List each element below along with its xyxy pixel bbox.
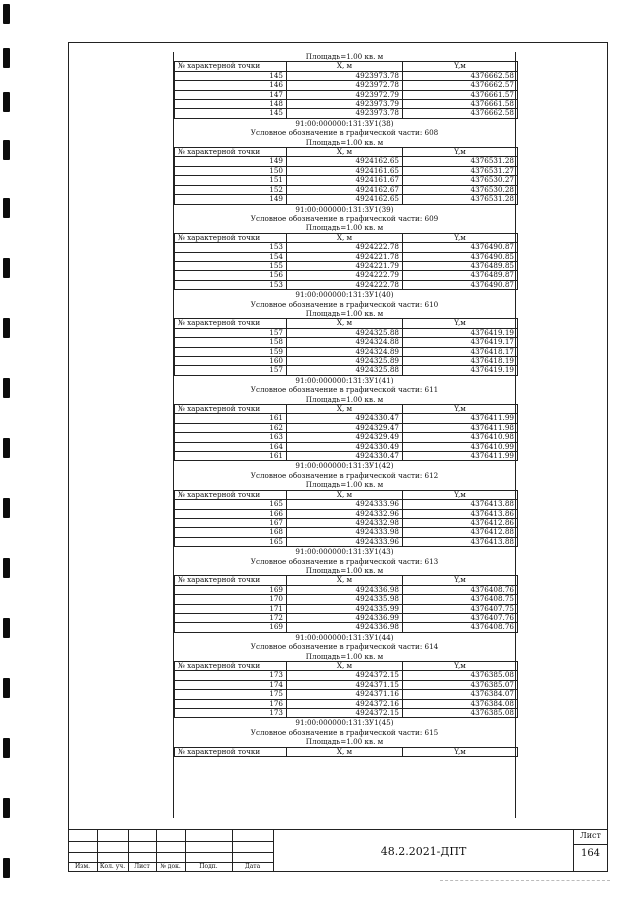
- point-number: 161: [175, 452, 287, 461]
- cadastral-number: 91:00:000000:131:ЗУ1(40): [295, 290, 394, 300]
- header-y: Y,м: [403, 233, 518, 242]
- designation-caption: Условное обозначение в графической части: 610: [250, 299, 439, 309]
- y-coordinate: 4376413.88: [403, 537, 518, 546]
- y-coordinate: 4376531.28: [403, 157, 518, 166]
- y-coordinate: 4376489.85: [403, 261, 518, 270]
- title-block: [68, 829, 608, 872]
- header-x: X, м: [287, 148, 403, 157]
- y-coordinate: 4376410.99: [403, 442, 518, 451]
- coordinates-table: [174, 490, 518, 547]
- binding-mark: [3, 738, 10, 758]
- x-coordinate: 4924162.67: [287, 185, 403, 194]
- header-point: № характерной точки: [175, 490, 287, 499]
- header-x: X, м: [287, 662, 403, 671]
- designation-caption: Условное обозначение в графической части: 611: [250, 385, 439, 395]
- table-header-row: [175, 233, 518, 242]
- x-coordinate: 4924371.16: [287, 690, 403, 699]
- x-coordinate: 4924329.47: [287, 423, 403, 432]
- header-point: № характерной точки: [175, 233, 287, 242]
- cadastral-number: 91:00:000000:131:ЗУ1(44): [295, 632, 394, 642]
- header-y: Y,м: [403, 576, 518, 585]
- header-x: X, м: [287, 490, 403, 499]
- land-plot-block: [174, 633, 515, 719]
- coordinates-table: [174, 661, 518, 718]
- y-coordinate: 4376412.88: [403, 528, 518, 537]
- area-caption: Площадь=1.00 кв. м: [305, 480, 384, 490]
- binding-mark: [3, 258, 10, 278]
- coordinates-list: [173, 52, 516, 818]
- point-number: 149: [175, 195, 287, 204]
- y-coordinate: 4376490.87: [403, 243, 518, 252]
- coordinates-table: [174, 747, 518, 757]
- y-coordinate: 4376413.86: [403, 509, 518, 518]
- x-coordinate: 4924325.88: [287, 328, 403, 337]
- area-caption: Площадь=1.00 кв. м: [305, 308, 384, 318]
- table-header-row: [175, 662, 518, 671]
- binding-mark: [3, 558, 10, 578]
- y-coordinate: 4376407.75: [403, 604, 518, 613]
- header-x: X, м: [287, 62, 403, 71]
- point-number: 145: [175, 109, 287, 118]
- point-number: 154: [175, 252, 287, 261]
- cadastral-number: 91:00:000000:131:ЗУ1(38): [295, 118, 394, 128]
- point-number: 157: [175, 328, 287, 337]
- x-coordinate: 4924333.96: [287, 500, 403, 509]
- land-plot-block: [174, 461, 515, 547]
- y-coordinate: 4376662.58: [403, 71, 518, 80]
- table-row: [175, 537, 518, 546]
- table-header-row: [175, 490, 518, 499]
- y-coordinate: 4376407.76: [403, 613, 518, 622]
- point-number: 158: [175, 338, 287, 347]
- y-coordinate: 4376408.76: [403, 585, 518, 594]
- cadastral-number: 91:00:000000:131:ЗУ1(39): [295, 204, 394, 214]
- cadastral-number: 91:00:000000:131:ЗУ1(43): [295, 547, 394, 557]
- table-row: [175, 261, 518, 270]
- table-row: [175, 709, 518, 718]
- x-coordinate: 4924161.65: [287, 166, 403, 175]
- cadastral-number: 91:00:000000:131:ЗУ1(45): [295, 718, 394, 728]
- binding-mark: [3, 378, 10, 398]
- designation-caption: Условное обозначение в графической части: 614: [250, 642, 439, 652]
- stamp-label-signature: Подп.: [199, 863, 218, 870]
- table-row: [175, 509, 518, 518]
- x-coordinate: 4924330.49: [287, 442, 403, 451]
- table-row: [175, 433, 518, 442]
- binding-mark: [3, 140, 10, 160]
- table-row: [175, 90, 518, 99]
- x-coordinate: 4924330.47: [287, 452, 403, 461]
- header-point: № характерной точки: [175, 62, 287, 71]
- y-coordinate: 4376419.19: [403, 328, 518, 337]
- area-caption: Площадь=1.00 кв. м: [305, 394, 384, 404]
- table-row: [175, 347, 518, 356]
- table-row: [175, 604, 518, 613]
- table-row: [175, 452, 518, 461]
- binding-mark: [3, 198, 10, 218]
- stamp-label-date: Дата: [244, 863, 261, 870]
- header-point: № характерной точки: [175, 405, 287, 414]
- y-coordinate: 4376418.17: [403, 347, 518, 356]
- x-coordinate: 4924336.98: [287, 585, 403, 594]
- table-row: [175, 81, 518, 90]
- stamp-label-change: Изм.: [74, 863, 91, 870]
- point-number: 159: [175, 347, 287, 356]
- point-number: 156: [175, 271, 287, 280]
- y-coordinate: 4376530.28: [403, 185, 518, 194]
- binding-mark: [3, 48, 10, 68]
- table-row: [175, 366, 518, 375]
- y-coordinate: 4376419.19: [403, 366, 518, 375]
- table-row: [175, 185, 518, 194]
- table-row: [175, 613, 518, 622]
- y-coordinate: 4376384.08: [403, 699, 518, 708]
- area-caption: Площадь=1.00 кв. м: [305, 223, 384, 233]
- coordinates-table: [174, 575, 518, 632]
- table-row: [175, 518, 518, 527]
- document-code: 48.2.2021-ДПТ: [273, 830, 574, 872]
- x-coordinate: 4924221.79: [287, 261, 403, 270]
- land-plot-block: [174, 376, 515, 462]
- table-row: [175, 528, 518, 537]
- x-coordinate: 4924372.15: [287, 671, 403, 680]
- point-number: 149: [175, 157, 287, 166]
- table-row: [175, 176, 518, 185]
- y-coordinate: 4376385.08: [403, 671, 518, 680]
- x-coordinate: 4924332.98: [287, 518, 403, 527]
- table-row: [175, 280, 518, 289]
- header-x: X, м: [287, 319, 403, 328]
- y-coordinate: 4376490.87: [403, 280, 518, 289]
- table-row: [175, 328, 518, 337]
- point-number: 145: [175, 71, 287, 80]
- x-coordinate: 4924162.65: [287, 157, 403, 166]
- y-coordinate: 4376385.08: [403, 709, 518, 718]
- header-x: X, м: [287, 747, 403, 756]
- table-header-row: [175, 405, 518, 414]
- y-coordinate: 4376408.76: [403, 623, 518, 632]
- x-coordinate: 4924333.98: [287, 528, 403, 537]
- binding-mark: [3, 4, 10, 24]
- point-number: 160: [175, 357, 287, 366]
- x-coordinate: 4924332.96: [287, 509, 403, 518]
- area-caption: Площадь=1.00 кв. м: [305, 52, 384, 61]
- stamp-label-count: Кол. уч.: [99, 863, 126, 870]
- y-coordinate: 4376384.07: [403, 690, 518, 699]
- table-row: [175, 680, 518, 689]
- point-number: 176: [175, 699, 287, 708]
- point-number: 147: [175, 90, 287, 99]
- binding-mark: [3, 438, 10, 458]
- coordinates-table: [174, 318, 518, 375]
- x-coordinate: 4924336.98: [287, 623, 403, 632]
- table-row: [175, 109, 518, 118]
- x-coordinate: 4924372.15: [287, 709, 403, 718]
- x-coordinate: 4923973.78: [287, 109, 403, 118]
- point-number: 163: [175, 433, 287, 442]
- table-header-row: [175, 576, 518, 585]
- binding-mark: [3, 498, 10, 518]
- land-plot-block: [174, 547, 515, 633]
- area-caption: Площадь=1.00 кв. м: [305, 651, 384, 661]
- binding-mark: [3, 858, 10, 878]
- y-coordinate: 4376385.07: [403, 680, 518, 689]
- y-coordinate: 4376419.17: [403, 338, 518, 347]
- point-number: 165: [175, 500, 287, 509]
- binding-mark: [3, 318, 10, 338]
- stamp-label-doc-number: № док.: [160, 863, 181, 870]
- header-y: Y,м: [403, 490, 518, 499]
- stamp-label-sheet: Лист: [134, 863, 150, 870]
- designation-caption: Условное обозначение в графической части: 609: [250, 213, 439, 223]
- y-coordinate: 4376661.57: [403, 90, 518, 99]
- y-coordinate: 4376411.99: [403, 452, 518, 461]
- x-coordinate: 4923972.79: [287, 90, 403, 99]
- area-caption: Площадь=1.00 кв. м: [305, 137, 384, 147]
- y-coordinate: 4376661.58: [403, 100, 518, 109]
- x-coordinate: 4923972.78: [287, 81, 403, 90]
- binding-mark: [3, 678, 10, 698]
- point-number: 161: [175, 414, 287, 423]
- header-point: № характерной точки: [175, 576, 287, 585]
- x-coordinate: 4924333.96: [287, 537, 403, 546]
- y-coordinate: 4376408.75: [403, 595, 518, 604]
- point-number: 148: [175, 100, 287, 109]
- sheet-label: Лист: [580, 831, 601, 840]
- header-y: Y,м: [403, 662, 518, 671]
- point-number: 172: [175, 613, 287, 622]
- point-number: 153: [175, 243, 287, 252]
- header-y: Y,м: [403, 747, 518, 756]
- y-coordinate: 4376531.27: [403, 166, 518, 175]
- header-x: X, м: [287, 576, 403, 585]
- sheet-box: [574, 830, 607, 872]
- table-row: [175, 100, 518, 109]
- table-row: [175, 338, 518, 347]
- y-coordinate: 4376531.28: [403, 195, 518, 204]
- point-number: 165: [175, 537, 287, 546]
- land-plot-block: [174, 61, 515, 118]
- y-coordinate: 4376662.58: [403, 109, 518, 118]
- table-header-row: [175, 62, 518, 71]
- area-caption: Площадь=1.00 кв. м: [305, 565, 384, 575]
- table-row: [175, 500, 518, 509]
- x-coordinate: 4924222.78: [287, 280, 403, 289]
- x-coordinate: 4924336.99: [287, 613, 403, 622]
- y-coordinate: 4376418.19: [403, 357, 518, 366]
- y-coordinate: 4376413.88: [403, 500, 518, 509]
- point-number: 150: [175, 166, 287, 175]
- point-number: 173: [175, 671, 287, 680]
- x-coordinate: 4924330.47: [287, 414, 403, 423]
- x-coordinate: 4924329.49: [287, 433, 403, 442]
- table-row: [175, 243, 518, 252]
- point-number: 164: [175, 442, 287, 451]
- point-number: 171: [175, 604, 287, 613]
- point-number: 155: [175, 261, 287, 270]
- coordinates-table: [174, 233, 518, 290]
- point-number: 153: [175, 280, 287, 289]
- point-number: 157: [175, 366, 287, 375]
- table-row: [175, 585, 518, 594]
- y-coordinate: 4376411.98: [403, 423, 518, 432]
- designation-caption: Условное обозначение в графической части: 615: [250, 727, 439, 737]
- table-row: [175, 157, 518, 166]
- land-plot-block: [174, 718, 515, 757]
- x-coordinate: 4924335.99: [287, 604, 403, 613]
- y-coordinate: 4376412.86: [403, 518, 518, 527]
- point-number: 174: [175, 680, 287, 689]
- x-coordinate: 4924222.78: [287, 243, 403, 252]
- point-number: 169: [175, 585, 287, 594]
- header-x: X, м: [287, 405, 403, 414]
- table-row: [175, 252, 518, 261]
- point-number: 146: [175, 81, 287, 90]
- designation-caption: Условное обозначение в графической части: 613: [250, 556, 439, 566]
- cadastral-number: 91:00:000000:131:ЗУ1(41): [295, 375, 394, 385]
- sheet-number: 164: [580, 848, 601, 859]
- x-coordinate: 4924162.65: [287, 195, 403, 204]
- table-header-row: [175, 148, 518, 157]
- x-coordinate: 4924335.98: [287, 595, 403, 604]
- x-coordinate: 4924371.15: [287, 680, 403, 689]
- point-number: 152: [175, 185, 287, 194]
- header-point: № характерной точки: [175, 747, 287, 756]
- x-coordinate: 4923973.79: [287, 100, 403, 109]
- designation-caption: Условное обозначение в графической части: 612: [250, 470, 439, 480]
- table-row: [175, 690, 518, 699]
- header-y: Y,м: [403, 405, 518, 414]
- table-row: [175, 423, 518, 432]
- table-row: [175, 699, 518, 708]
- scan-artifact: [440, 880, 610, 883]
- point-number: 151: [175, 176, 287, 185]
- table-row: [175, 671, 518, 680]
- x-coordinate: 4924324.88: [287, 338, 403, 347]
- table-row: [175, 414, 518, 423]
- point-number: 170: [175, 595, 287, 604]
- y-coordinate: 4376410.98: [403, 433, 518, 442]
- header-point: № характерной точки: [175, 662, 287, 671]
- land-plot-block: [174, 290, 515, 376]
- header-point: № характерной точки: [175, 148, 287, 157]
- header-y: Y,м: [403, 319, 518, 328]
- area-caption: Площадь=1.00 кв. м: [305, 737, 384, 747]
- x-coordinate: 4924325.88: [287, 366, 403, 375]
- x-coordinate: 4924372.16: [287, 699, 403, 708]
- coordinates-table: [174, 404, 518, 461]
- revision-grid: [68, 830, 273, 872]
- table-row: [175, 71, 518, 80]
- point-number: 173: [175, 709, 287, 718]
- point-number: 162: [175, 423, 287, 432]
- cadastral-number: 91:00:000000:131:ЗУ1(42): [295, 461, 394, 471]
- point-number: 168: [175, 528, 287, 537]
- x-coordinate: 4924221.78: [287, 252, 403, 261]
- coordinates-table: [174, 61, 518, 118]
- table-row: [175, 623, 518, 632]
- x-coordinate: 4924324.89: [287, 347, 403, 356]
- point-number: 169: [175, 623, 287, 632]
- y-coordinate: 4376530.27: [403, 176, 518, 185]
- x-coordinate: 4924222.79: [287, 271, 403, 280]
- binding-mark: [3, 618, 10, 638]
- y-coordinate: 4376490.85: [403, 252, 518, 261]
- table-header-row: [175, 319, 518, 328]
- table-row: [175, 271, 518, 280]
- table-row: [175, 195, 518, 204]
- x-coordinate: 4924325.89: [287, 357, 403, 366]
- header-y: Y,м: [403, 148, 518, 157]
- header-x: X, м: [287, 233, 403, 242]
- x-coordinate: 4923973.78: [287, 71, 403, 80]
- binding-mark: [3, 92, 10, 112]
- land-plot-block: [174, 119, 515, 205]
- table-header-row: [175, 747, 518, 756]
- table-row: [175, 357, 518, 366]
- x-coordinate: 4924161.67: [287, 176, 403, 185]
- table-row: [175, 595, 518, 604]
- y-coordinate: 4376489.87: [403, 271, 518, 280]
- binding-mark: [3, 798, 10, 818]
- header-point: № характерной точки: [175, 319, 287, 328]
- header-y: Y,м: [403, 62, 518, 71]
- point-number: 175: [175, 690, 287, 699]
- land-plot-block: [174, 205, 515, 291]
- table-row: [175, 166, 518, 175]
- designation-caption: Условное обозначение в графической части: 608: [250, 128, 439, 138]
- coordinates-table: [174, 147, 518, 204]
- point-number: 166: [175, 509, 287, 518]
- y-coordinate: 4376662.57: [403, 81, 518, 90]
- y-coordinate: 4376411.99: [403, 414, 518, 423]
- table-row: [175, 442, 518, 451]
- point-number: 167: [175, 518, 287, 527]
